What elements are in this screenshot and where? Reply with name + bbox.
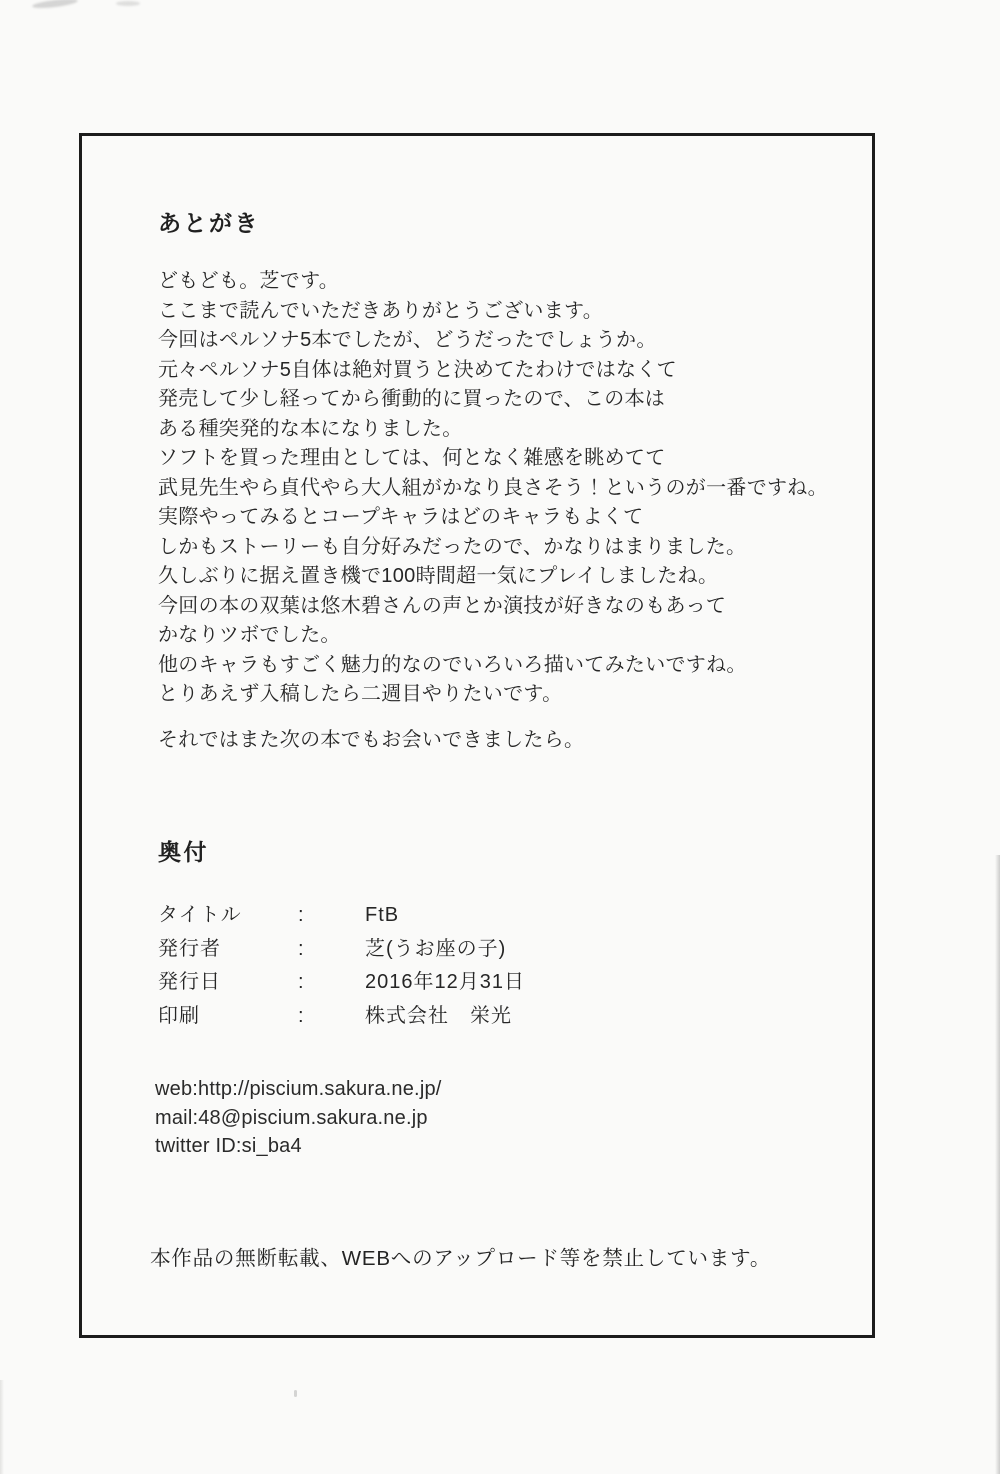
colophon-heading: 奥付 [158, 839, 209, 865]
contact-block [155, 1075, 442, 1161]
afterword-heading: あとがき [158, 210, 260, 236]
colophon-colon: : [298, 971, 305, 993]
afterword-line: 今回はペルソナ5本でしたが、どうだったでしょうか。 [158, 329, 657, 351]
colophon-label: 発行日 [158, 971, 221, 993]
afterword-line: どもども。芝です。 [158, 270, 340, 292]
colophon-value: 株式会社 栄光 [365, 1004, 512, 1027]
afterword-body [158, 267, 828, 710]
afterword-line: とりあえず入稿したら二週目やりたいです。 [158, 683, 563, 705]
afterword-line: 他のキャラもすごく魅力的なのでいろいろ描いてみたいですね。 [158, 653, 747, 676]
afterword-line: 元々ペルソナ5自体は絶対買うと決めてたわけではなくて [158, 358, 677, 381]
colophon-value: 芝(うお座の子) [365, 937, 507, 960]
colophon-table [158, 899, 525, 1033]
afterword-line: 武見先生やら貞代やら大人組がかなり良さそう！というのが一番ですね。 [158, 476, 828, 499]
contact-line-web: web:http://piscium.sakura.ne.jp/ [155, 1078, 442, 1100]
colophon-colon: : [298, 904, 305, 926]
colophon-row-printer [158, 1000, 525, 1034]
scan-smudge [116, 1, 140, 6]
afterword-line: 発売して少し経ってから衝動的に買ったので、この本は [158, 388, 666, 410]
colophon-label: 印刷 [158, 1004, 200, 1027]
colophon-row-date [158, 966, 525, 1000]
colophon-colon: : [298, 1004, 305, 1027]
afterword-line: ある種突発的な本になりました。 [158, 417, 463, 440]
colophon-colon: : [298, 937, 305, 960]
colophon-row-title [158, 899, 525, 933]
afterword-line: 実際やってみるとコープキャラはどのキャラもよくて [158, 506, 644, 528]
afterword-closing-line: それではまた次の本でもお会いできましたら。 [158, 729, 585, 751]
afterword-line: ソフトを買った理由としては、何となく雑感を眺めてて [158, 447, 666, 469]
afterword-line: かなりツボでした。 [158, 624, 341, 646]
scan-fleck [294, 1390, 297, 1397]
reproduction-notice: 本作品の無断転載、WEBへのアップロード等を禁止しています。 [150, 1247, 772, 1270]
afterword-line: しかもストーリーも自分好みだったので、かなりはまりました。 [158, 535, 747, 558]
afterword-line: 今回の本の双葉は悠木碧さんの声とか演技が好きなのもあって [158, 594, 727, 617]
colophon-label: 発行者 [158, 937, 221, 960]
afterword-line: ここまで読んでいただきありがとうございます。 [158, 299, 603, 322]
colophon-value: 2016年12月31日 [365, 971, 525, 993]
colophon-row-publisher [158, 933, 525, 967]
scan-smudge [32, 0, 79, 10]
scan-edge-shadow [0, 1380, 4, 1474]
contact-line-mail: mail:48@piscium.sakura.ne.jp [155, 1106, 428, 1129]
colophon-label: タイトル [158, 904, 242, 926]
scan-edge-shadow [995, 855, 1000, 1474]
contact-line-twitter: twitter ID:si_ba4 [155, 1135, 302, 1157]
colophon-value: FtB [365, 904, 400, 926]
afterword-line: 久しぶりに据え置き機で100時間超一気にプレイしましたね。 [158, 565, 719, 587]
